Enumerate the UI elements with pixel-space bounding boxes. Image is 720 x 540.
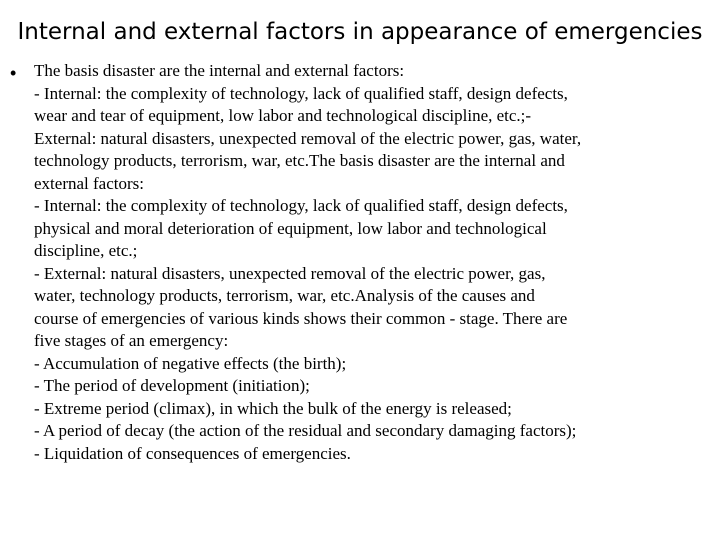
text-line: External: natural disasters, unexpected removal of the electric power, gas, water, xyxy=(34,128,582,148)
text-line: - Accumulation of negative effects (the birth); xyxy=(34,353,347,373)
text-line: technology products, terrorism, war, etc.The basis disaster are the internal and xyxy=(34,151,565,170)
bullet-icon: • xyxy=(10,63,17,83)
text-line: - Internal: the complexity of technology, lack of qualified staff, design defects, xyxy=(34,196,568,215)
bullet-text xyxy=(34,60,710,465)
bullet-list xyxy=(10,60,710,465)
text-line: physical and moral deterioration of equipment, low labor and technological xyxy=(34,218,547,238)
text-line: - External: natural disasters, unexpected removal of the electric power, gas, xyxy=(34,263,546,283)
text-line: - Internal: the complexity of technology, lack of qualified staff, design defects, xyxy=(34,83,568,103)
text-line: course of emergencies of various kinds shows their common - stage. There are xyxy=(34,308,568,328)
text-line: wear and tear of equipment, low labor and technological discipline, etc.;- xyxy=(34,106,532,125)
text-line: - Extreme period (climax), in which the bulk of the energy is released; xyxy=(34,398,512,418)
slide-title: Internal and external factors in appearance of emergencies xyxy=(17,19,703,45)
text-line: - The period of development (initiation); xyxy=(34,376,310,395)
text-line: discipline, etc.; xyxy=(34,241,138,260)
text-line: water, technology products, terrorism, war, etc.Analysis of the causes and xyxy=(34,286,535,305)
text-line: - Liquidation of consequences of emergencies. xyxy=(34,443,351,463)
text-line: - A period of decay (the action of the residual and secondary damaging factors); xyxy=(34,421,577,440)
text-line: external factors: xyxy=(34,173,144,193)
text-line: The basis disaster are the internal and external factors: xyxy=(34,61,405,80)
bullet-item xyxy=(10,60,710,465)
text-line: five stages of an emergency: xyxy=(34,331,229,350)
